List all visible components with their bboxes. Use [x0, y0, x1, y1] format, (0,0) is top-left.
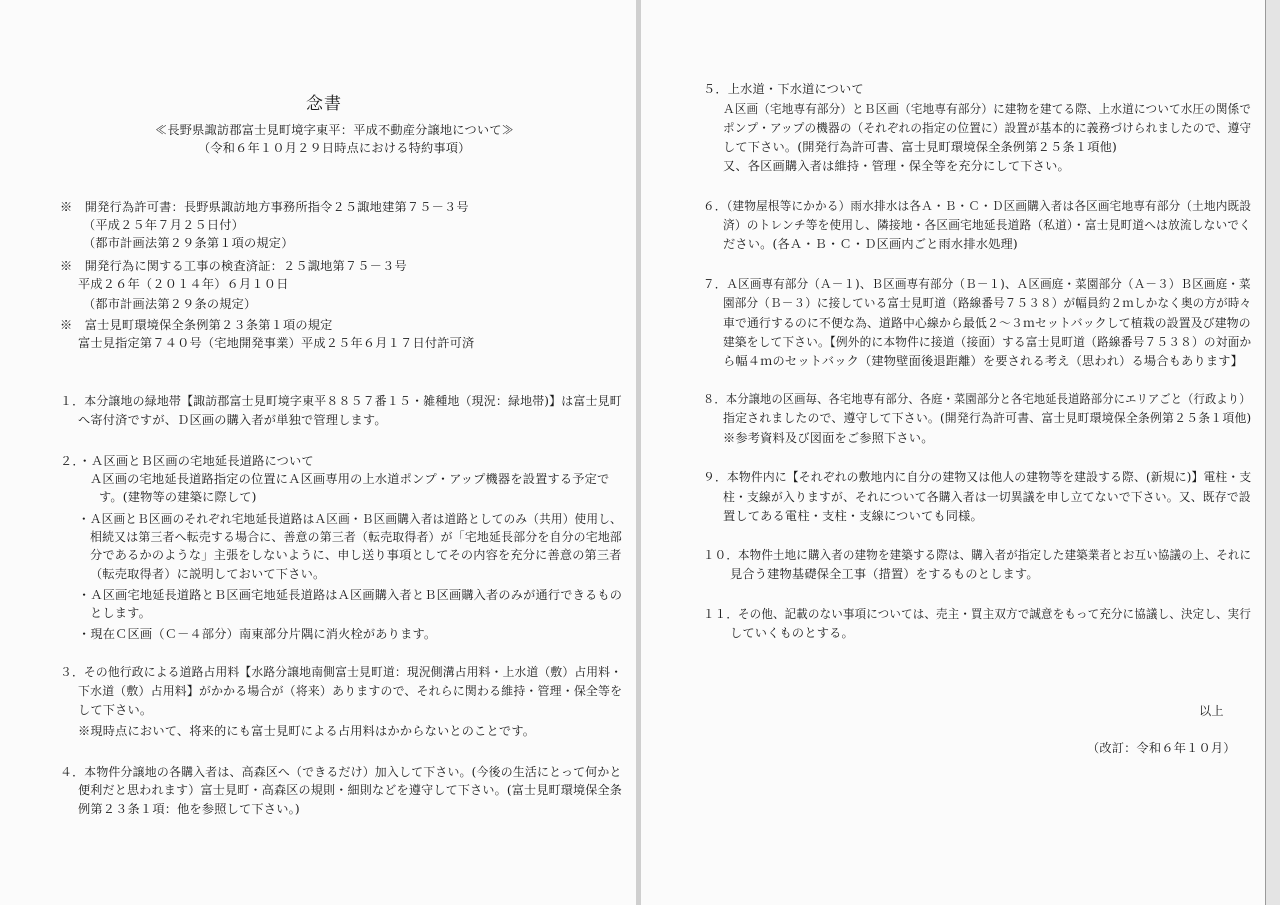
text-line: ６．（建物屋根等にかかる）雨水排水は各Ａ・Ｂ・Ｃ・Ｄ区画購入者は各区画宅地専有部分（土地内既設: [703, 199, 1252, 213]
text-line: 例第２３条１項：他を参照して下さい。): [78, 802, 300, 816]
text-line: Ａ区画の宅地延長道路指定の位置にＡ区画専用の上水道ポンプ・アップ機器を設置する予定で: [90, 472, 610, 486]
text-line: １１．その他、記載のない事項については、売主・買主双方で誠意をもって充分に協議し、決定し、実行: [703, 607, 1251, 621]
text-line: ３．その他行政による道路占用料【水路分譲地南側富士見町道：現況側溝占用料・上水道（敷）占用料・: [60, 665, 623, 679]
revision-note: （改訂：令和６年１０月）: [1087, 741, 1236, 755]
text-line: ※ 開発行為に関する工事の検査済証：２５諏地第７５－３号: [60, 259, 407, 273]
document-subtitle: ≪長野県諏訪郡富士見町境字東平：平成不動産分譲地について≫: [155, 123, 514, 137]
text-line: ※ 開発行為許可書：長野県諏訪地方事務所指令２５諏地建第７５－３号: [60, 200, 469, 214]
text-line: 富士見指定第７４０号（宅地開発事業）平成２５年６月１７日付許可済: [78, 336, 475, 350]
text-line: へ寄付済ですが、Ｄ区画の購入者が単独で管理します。: [78, 413, 387, 427]
text-line: 便利だと思われます）富士見町・高森区の規則・細則などを遵守して下さい。(富士見町環境保全条: [78, 783, 623, 797]
text-line: （平成２５年７月２５日付）: [83, 218, 245, 232]
text-line: 分であるかのような」主張をしないように、申し送り事項としてその内容を充分に善意の第三者: [90, 548, 622, 562]
text-line: ５．上水道・下水道について: [703, 82, 864, 96]
text-line: ７．Ａ区画専有部分（Ａ－１)、Ｂ区画専有部分（Ｂ－１)、Ａ区画庭・菜園部分（Ａ－３）Ｂ区画庭・菜: [703, 277, 1251, 291]
text-line: Ａ区画（宅地専有部分）とＢ区画（宅地専有部分）に建物を建てる際、上水道について水圧の関係で: [723, 102, 1252, 116]
text-line: ※現時点において、将来的にも富士見町による占用料はかからないとのことです。: [78, 724, 536, 738]
date-note: （令和６年１０月２９日時点における特約事項）: [198, 141, 471, 155]
text-line: ポンプ・アップの機器の（それぞれの指定の位置に）設置が基本的に義務づけられましたので、遵守: [723, 121, 1252, 135]
text-line: 指定されましたので、遵守して下さい。(開発行為許可書、富士見町環境保全条例第２５条１項他): [723, 411, 1252, 425]
text-line: （転売取得者）に説明しておいて下さい。: [90, 567, 326, 581]
text-line: ら幅４ｍのセットバック（建物壁面後退距離）を要される考え（思われ）る場合もあります】: [723, 354, 1244, 368]
text-line: す。(建物等の建築に際して): [99, 490, 257, 504]
text-line: していくものとする。: [730, 626, 854, 640]
text-line: 園部分（Ｂ－３）に接している富士見町道（路線番号７５３８）が幅員約２ｍしかなく奥の方が時々: [723, 296, 1252, 310]
closing-mark: 以上: [1199, 704, 1224, 718]
text-line: ※参考資料及び図面をご参照下さい。: [723, 431, 934, 445]
left-page: [0, 0, 636, 905]
text-line: １．本分譲地の緑地帯【諏訪郡富士見町境字東平８８５７番１５・雑種地（現況：緑地帯)】は富士見町: [60, 394, 622, 408]
text-line: ２．・Ａ区画とＢ区画の宅地延長道路について: [60, 454, 314, 468]
text-line: （都市計画法第２９条第１項の規定）: [83, 236, 294, 250]
text-line: ８．本分譲地の区画毎、各宅地専有部分、各庭・菜園部分と各宅地延長道路部分にエリアごと（行政より）: [703, 392, 1251, 406]
text-line: 見合う建物基礎保全工事（措置）をするものとします。: [730, 567, 1039, 581]
text-line: 置してある電柱・支柱・支線についても同様。: [723, 509, 983, 523]
document-title: 念書: [306, 94, 342, 114]
text-line: 済）のトレンチ等を使用し、隣接地・各区画宅地延長道路（私道）・富士見町道へは放流しないでく: [723, 218, 1252, 232]
text-line: ４．本物件分譲地の各購入者は、高森区へ（できるだけ）加入して下さい。(今後の生活にとって何かと: [60, 765, 622, 779]
text-line: ※ 富士見町環境保全条例第２３条第１項の規定: [60, 318, 333, 332]
text-line: して下さい。(開発行為許可書、富士見町環境保全条例第２５条１項他): [723, 140, 1117, 154]
text-line: 柱・支線が入りますが、それについて各購入者は一切異議を申し立てないで下さい。又、既存で設: [723, 490, 1251, 504]
text-line: ・Ａ区画とＢ区画のそれぞれ宅地延長道路はＡ区画・Ｂ区画購入者は道路としてのみ（共用）使用し、: [78, 512, 622, 526]
right-page: [641, 0, 1265, 905]
text-line: 下水道（敷）占用料】がかかる場合が（将来）ありますので、それらに関わる維持・管理・保全等を: [78, 684, 623, 698]
text-line: 建築をして下さい。【例外的に本物件に接道（接面）する富士見町道（路線番号７５３８）の対面か: [723, 335, 1252, 349]
text-line: １０．本物件土地に購入者の建物を建築する際は、購入者が指定した建築業者とお互い協議の上、それに: [703, 548, 1252, 562]
text-line: とします。: [90, 606, 151, 620]
text-line: ・現在Ｃ区画（Ｃ－４部分）南東部分片隅に消火栓があります。: [78, 627, 437, 641]
text-line: （都市計画法第２９条の規定）: [83, 297, 257, 311]
text-line: ださい。(各Ａ・Ｂ・Ｃ・Ｄ区画内ごと雨水排水処理): [723, 237, 1018, 251]
text-line: して下さい。: [78, 703, 153, 717]
page-edge: [1265, 0, 1280, 905]
text-line: 相続又は第三者へ転売する場合に、善意の第三者（転売取得者）が「宅地延長部分を自分の宅地部: [90, 530, 623, 544]
text-line: 車で通行するのに不便な為、道路中心線から最低２～３ｍセットバックして植栽の設置及び建物の: [723, 316, 1251, 330]
text-line: 平成２６年（２０１４年）６月１０日: [78, 277, 289, 291]
text-line: 又、各区画購入者は維持・管理・保全等を充分にして下さい。: [723, 159, 1070, 173]
text-line: ・Ａ区画宅地延長道路とＢ区画宅地延長道路はＡ区画購入者とＢ区画購入者のみが通行できるもの: [78, 588, 623, 602]
text-line: ９．本物件内に【それぞれの敷地内に自分の建物又は他人の建物等を建設する際、(新規に)】電柱・支: [703, 470, 1252, 484]
